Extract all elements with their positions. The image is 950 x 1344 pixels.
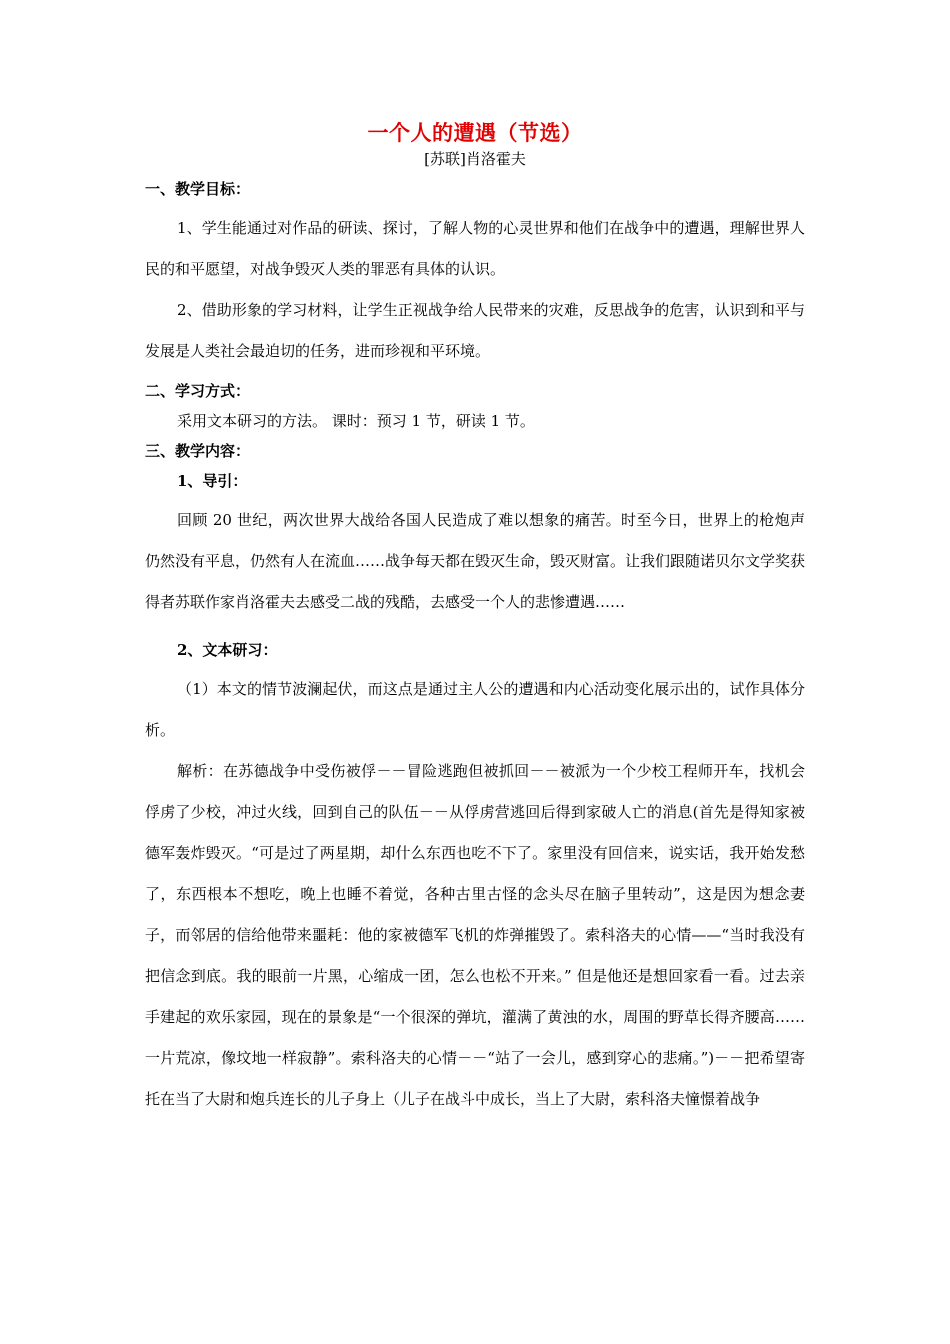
section-heading-method: 二、学习方式： [145,382,251,400]
section-heading-content: 三、教学内容： [145,442,251,460]
subsection-heading-study: 2、文本研习： [177,641,278,659]
section-heading-goals: 一、教学目标： [145,180,251,198]
goal-item-2: 2、借助形象的学习材料，让学生正视战争给人民带来的灾难，反思战争的危害，认识到和平与发展是人类社会最迫切的任务，进而珍视和平环境。 [145,301,805,360]
goal-item-1: 1、学生能通过对作品的研读、探讨，了解人物的心灵世界和他们在战争中的遭遇，理解世界人民的和平愿望，对战争毁灭人类的罪恶有具体的认识。 [145,219,805,278]
spacer [145,623,805,631]
study-analysis: 解析：在苏德战争中受伤被俘－－冒险逃跑但被抓回－－被派为一个少校工程师开车，找机会俘虏了少校，冲过火线，回到自己的队伍－－从俘虏营逃回后得到家破人亡的消息(首先是得知家被德军轰炸毁灭。“可是过了两星期，却什么东西也吃不下了。家里没有回信来，说实话，我开始发愁了，东西根本不想吃，晚上也睡不着觉，各种古里古怪的念头尽在脑子里转动”，这是因为想念妻子，而邻居的信给他带来噩耗：他的家被德军飞机的炸弹摧毁了。索科洛夫的心情——“当时我没有把信念到底。我的眼前一片黑，心缩成一团，怎么也松不开来。” 但是他还是想回家看一看。过去亲手建起的欢乐家园，现在的景象是“一个很深的弹坑，灌满了黄浊的水，周围的野草长得齐腰高……一片荒凉，像坟地一样寂静”。索科洛夫的心情－－“站了一会儿，感到穿心的悲痛。”)－－把希望寄托在当了大尉和炮兵连长的儿子身上（儿子在战斗中成长，当上了大尉，索科洛夫憧憬着战争 [145,762,805,1108]
study-question: （1）本文的情节波澜起伏，而这点是通过主人公的遭遇和内心活动变化展示出的，试作具体分析。 [145,680,805,739]
subsection-heading-intro: 1、导引： [177,472,248,490]
document-title: 一个人的遭遇（节选） [367,120,583,145]
document-author: [苏联]肖洛霍夫 [424,150,526,168]
document-body [145,118,805,1120]
method-text: 采用文本研习的方法。 课时：预习 1 节，研读 1 节。 [177,412,535,430]
intro-text: 回顾 20 世纪，两次世界大战给各国人民造成了难以想象的痛苦。时至今日，世界上的枪炮声仍然没有平息，仍然有人在流血……战争每天都在毁灭生命，毁灭财富。让我们跟随诺贝尔文学奖获得者苏联作家肖洛霍夫去感受二战的残酷，去感受一个人的悲惨遭遇…… [145,511,806,611]
